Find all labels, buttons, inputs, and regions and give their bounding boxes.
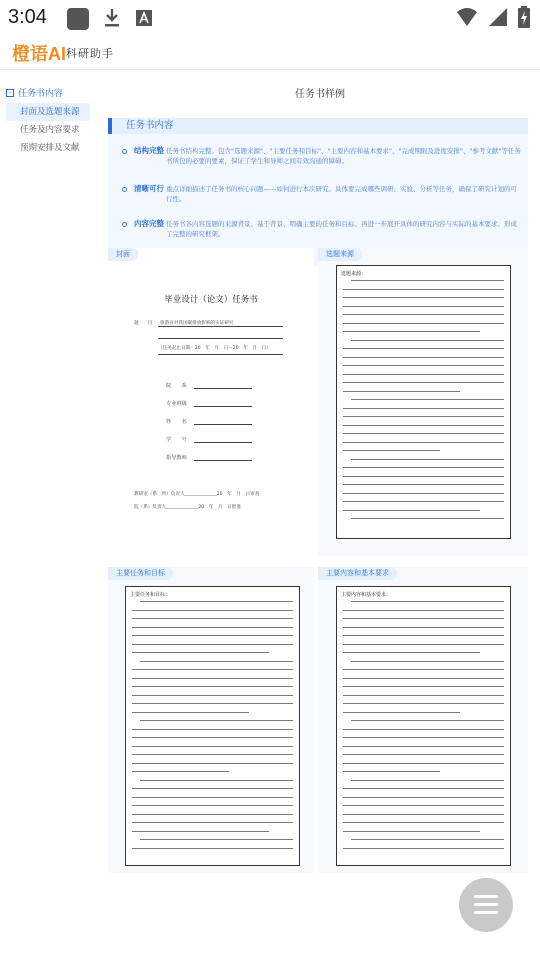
sidebar-header[interactable]	[6, 86, 63, 99]
text-line	[343, 635, 504, 636]
battery-icon	[518, 6, 530, 28]
bullet-icon	[122, 149, 127, 154]
bullet-icon	[122, 222, 127, 227]
text-line	[351, 720, 504, 721]
text-line	[132, 618, 293, 619]
text-line	[343, 669, 504, 670]
cover-title: 毕业设计（论文）任务书	[164, 295, 258, 305]
page-title: 任务书样例	[295, 89, 345, 100]
source-document	[336, 265, 511, 539]
text-line	[351, 340, 504, 341]
text-line	[343, 467, 504, 468]
text-line	[132, 788, 293, 789]
app-header	[0, 36, 540, 70]
text-line	[132, 746, 293, 747]
text-line	[140, 780, 293, 781]
wifi-icon	[456, 6, 478, 28]
text-line	[132, 737, 293, 738]
card-content[interactable]	[318, 567, 528, 873]
cover-topic-label: 题 目	[134, 321, 153, 326]
text-line	[343, 357, 504, 358]
bullet-icon	[122, 187, 127, 192]
text-line	[343, 610, 504, 611]
text-line	[343, 848, 504, 849]
text-line	[343, 712, 460, 713]
text-line	[343, 831, 480, 832]
document-heading: 选题来源：	[341, 271, 367, 277]
text-line	[343, 306, 504, 307]
text-line	[351, 459, 504, 460]
text-line	[132, 754, 293, 755]
document-heading: 主要内容和基本要求：	[341, 592, 392, 598]
text-line	[351, 280, 504, 281]
app-logo: 橙语AI	[12, 44, 66, 64]
text-line	[343, 450, 440, 451]
cover-topic: 旅游业对我国碳排放影响的实证研究	[160, 321, 234, 326]
menu-bar-icon	[474, 903, 498, 906]
text-line	[132, 771, 229, 772]
field-underline	[194, 442, 252, 443]
text-line	[343, 618, 504, 619]
point-key: 结构完整	[134, 146, 164, 155]
collapse-icon: –	[6, 89, 14, 97]
text-line	[343, 737, 504, 738]
cover-date-row: （任务起止日期：20 年 月 日～20 年 月 日）	[158, 346, 271, 351]
card-source[interactable]	[318, 248, 528, 556]
card-cover[interactable]	[108, 248, 314, 556]
text-line	[343, 408, 504, 409]
description-panel	[108, 134, 528, 266]
text-line	[132, 635, 293, 636]
cover-sign-2: 院（系）负责人______________20 年 月 日批准	[134, 505, 241, 510]
text-line	[351, 601, 504, 602]
point-key: 内容完整	[134, 219, 164, 228]
sidebar-item-cover[interactable]: 封面及选题来源	[6, 103, 90, 121]
text-line	[132, 652, 269, 653]
text-line	[343, 510, 480, 511]
text-line	[343, 476, 504, 477]
text-line	[343, 771, 440, 772]
point-text: 重点详细描述了任务书的核心问题——如何进行本次研究。具体要完成哪些调研、实验、分析等任务，确保了研究计划的可行性。	[166, 185, 517, 203]
card-tasks[interactable]	[108, 567, 314, 873]
point-text: 任务书结构完整。包含"选题来源"、"主要任务和目标"、"主要内容和基本要求"、"完成期限及进度安排"、"参考文献"等任务书所包的必要的要素，保证了学生和导师之间有效沟通的障碍。	[166, 147, 521, 165]
status-time: 3:04	[8, 6, 47, 28]
text-line	[351, 399, 504, 400]
text-line	[140, 601, 293, 602]
field-underline	[194, 460, 252, 461]
text-line	[132, 729, 293, 730]
card-tag: 主要内容和基本要求	[318, 567, 397, 580]
text-line	[343, 391, 460, 392]
text-line	[343, 416, 504, 417]
text-line	[343, 289, 504, 290]
text-line	[132, 610, 293, 611]
point-text: 任务书各内容选题的来源背景、基于背景、明确主要的任务和目标、再进一步展开具体的研究内容与实际的基本要求。形成了完整的研究框架。	[166, 220, 517, 238]
text-line	[140, 839, 293, 840]
text-line	[132, 627, 293, 628]
text-line	[351, 518, 504, 519]
field-label: 姓 名	[166, 419, 187, 425]
text-line	[343, 814, 504, 815]
text-line	[132, 848, 293, 849]
text-line	[351, 661, 504, 662]
download-icon	[103, 8, 121, 28]
topic-underline	[158, 354, 283, 355]
text-line	[343, 686, 504, 687]
field-underline	[194, 388, 252, 389]
text-line	[132, 669, 293, 670]
field-underline	[194, 406, 252, 407]
text-line	[132, 703, 293, 704]
text-line	[343, 729, 504, 730]
tasks-document	[125, 586, 300, 866]
text-line	[140, 661, 293, 662]
field-label: 院 系	[166, 383, 187, 389]
menu-bar-icon	[474, 895, 498, 898]
text-line	[343, 805, 504, 806]
topic-underline	[158, 326, 283, 327]
text-line	[343, 754, 504, 755]
text-line	[132, 805, 293, 806]
content-document	[336, 586, 511, 866]
text-line	[132, 797, 293, 798]
sidebar-header-label: 任务书内容	[18, 89, 64, 99]
text-line	[343, 484, 504, 485]
topic-underline	[158, 338, 283, 339]
text-line	[351, 839, 504, 840]
section-banner: 任务书内容	[108, 118, 528, 134]
field-underline	[194, 424, 252, 425]
text-line	[343, 331, 480, 332]
text-line	[132, 678, 293, 679]
text-line	[343, 365, 504, 366]
card-tag: 选题来源	[318, 248, 362, 261]
signal-icon	[488, 6, 508, 28]
text-line	[343, 703, 504, 704]
text-line	[343, 695, 504, 696]
text-line	[132, 644, 293, 645]
text-line	[343, 763, 504, 764]
text-line	[343, 425, 504, 426]
text-line	[132, 822, 293, 823]
card-tag: 封面	[108, 248, 138, 261]
text-line	[343, 297, 504, 298]
point-key: 清晰可行	[134, 184, 164, 193]
sidebar-item-tasks[interactable]: 任务及内容要求	[20, 125, 80, 135]
text-line	[343, 788, 504, 789]
text-line	[132, 814, 293, 815]
text-line	[343, 797, 504, 798]
field-label: 指导教师	[166, 455, 187, 461]
status-bar	[0, 0, 540, 36]
menu-bar-icon	[474, 911, 498, 914]
app-notification-icon	[67, 8, 89, 30]
text-line	[343, 678, 504, 679]
text-line	[343, 382, 504, 383]
card-tag: 主要任务和目标	[108, 567, 173, 580]
text-line	[132, 712, 249, 713]
text-line	[343, 442, 504, 443]
text-line	[343, 644, 504, 645]
text-line	[343, 323, 504, 324]
font-icon	[135, 8, 153, 28]
text-line	[343, 433, 504, 434]
text-line	[343, 314, 504, 315]
field-label: 专业班级	[166, 401, 187, 407]
text-line	[132, 695, 293, 696]
menu-fab-button[interactable]	[459, 878, 513, 932]
text-line	[343, 493, 504, 494]
text-line	[343, 652, 480, 653]
text-line	[343, 627, 504, 628]
text-line	[343, 501, 504, 502]
sidebar-item-schedule[interactable]: 预期安排及文献	[20, 143, 80, 153]
text-line	[343, 822, 504, 823]
document-heading: 主要任务和目标：	[130, 592, 171, 598]
text-line	[140, 720, 293, 721]
app-subtitle: 科研助手	[66, 47, 114, 60]
text-line	[343, 746, 504, 747]
text-line	[132, 763, 293, 764]
sidebar	[0, 80, 95, 960]
text-line	[132, 686, 293, 687]
field-label: 学 号	[166, 437, 187, 443]
text-line	[132, 831, 269, 832]
cover-sign-1: 教研室（系、所）负责人______________20 年 月 日审查	[134, 492, 260, 497]
text-line	[351, 780, 504, 781]
text-line	[343, 348, 504, 349]
text-line	[343, 374, 504, 375]
